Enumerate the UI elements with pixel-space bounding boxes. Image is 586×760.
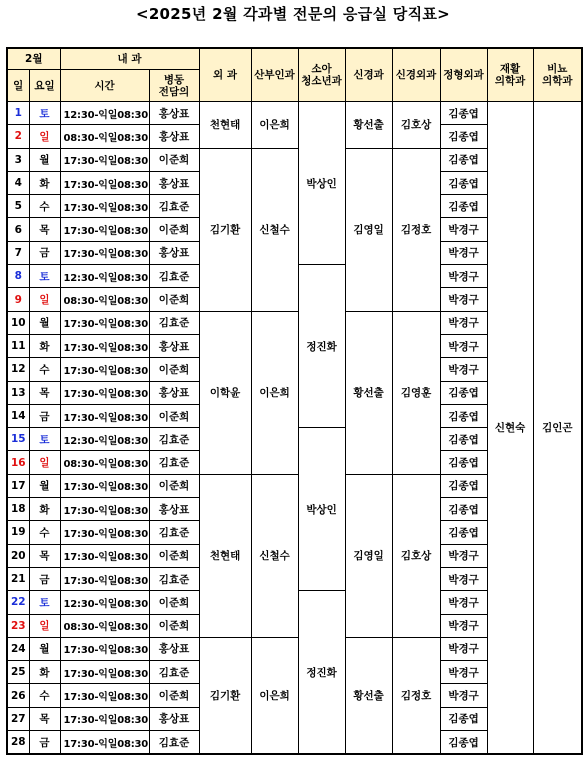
obgyn-doctor-cell: 이은희 [251, 637, 298, 754]
orthopedics-doctor-cell: 박경구 [440, 334, 487, 357]
weekday-cell: 월 [29, 637, 60, 660]
header-neurosurgery: 신경외과 [392, 48, 440, 102]
orthopedics-doctor-cell: 김종엽 [440, 498, 487, 521]
ward-doctor-cell: 홍상표 [149, 171, 199, 194]
ward-doctor-cell: 김효준 [149, 451, 199, 474]
ward-doctor-cell: 이준희 [149, 218, 199, 241]
time-cell: 17:30-익일08:30 [60, 637, 149, 660]
ward-doctor-cell: 이준희 [149, 684, 199, 707]
ward-doctor-cell: 홍상표 [149, 334, 199, 357]
time-cell: 08:30-익일08:30 [60, 451, 149, 474]
header-obgyn: 산부인과 [251, 48, 298, 102]
day-cell: 1 [7, 102, 29, 125]
neuro-doctor-cell: 황선출 [345, 637, 392, 754]
time-cell: 17:30-익일08:30 [60, 381, 149, 404]
orthopedics-doctor-cell: 박경구 [440, 591, 487, 614]
time-cell: 08:30-익일08:30 [60, 614, 149, 637]
ward-doctor-cell: 홍상표 [149, 102, 199, 125]
weekday-cell: 목 [29, 381, 60, 404]
urology-doctor-cell: 김인곤 [533, 102, 582, 755]
day-cell: 17 [7, 474, 29, 497]
time-cell: 17:30-익일08:30 [60, 474, 149, 497]
surgery-doctor-cell: 김기환 [199, 148, 251, 311]
orthopedics-doctor-cell: 김종엽 [440, 404, 487, 427]
obgyn-doctor-cell: 신철수 [251, 474, 298, 637]
orthopedics-doctor-cell: 김종엽 [440, 125, 487, 148]
table-header [7, 48, 582, 102]
day-cell: 15 [7, 428, 29, 451]
orthopedics-doctor-cell: 박경구 [440, 358, 487, 381]
time-cell: 12:30-익일08:30 [60, 265, 149, 288]
weekday-cell: 목 [29, 218, 60, 241]
neurosurg-doctor-cell: 김영훈 [392, 311, 440, 474]
weekday-cell: 토 [29, 591, 60, 614]
orthopedics-doctor-cell: 박경구 [440, 265, 487, 288]
time-cell: 17:30-익일08:30 [60, 661, 149, 684]
day-cell: 13 [7, 381, 29, 404]
neurosurg-doctor-cell: 김호상 [392, 102, 440, 149]
day-cell: 22 [7, 591, 29, 614]
orthopedics-doctor-cell: 김종엽 [440, 171, 487, 194]
time-cell: 17:30-익일08:30 [60, 707, 149, 730]
day-cell: 20 [7, 544, 29, 567]
time-cell: 17:30-익일08:30 [60, 358, 149, 381]
header-time: 시간 [60, 70, 149, 102]
header-pediatrics-line1: 소아 [311, 63, 332, 75]
neurosurg-doctor-cell: 김정호 [392, 148, 440, 311]
day-cell: 25 [7, 661, 29, 684]
orthopedics-doctor-cell: 김종엽 [440, 195, 487, 218]
ward-doctor-cell: 이준희 [149, 404, 199, 427]
header-ward-line1: 병동 [163, 73, 185, 86]
weekday-cell: 토 [29, 102, 60, 125]
obgyn-doctor-cell: 이은희 [251, 102, 298, 149]
ward-doctor-cell: 김효준 [149, 311, 199, 334]
orthopedics-doctor-cell: 김종엽 [440, 474, 487, 497]
header-urology-line1: 비뇨 [547, 63, 568, 75]
time-cell: 17:30-익일08:30 [60, 218, 149, 241]
ward-doctor-cell: 홍상표 [149, 707, 199, 730]
day-cell: 9 [7, 288, 29, 311]
header-pediatrics [298, 48, 345, 102]
orthopedics-doctor-cell: 김종엽 [440, 102, 487, 125]
peds-doctor-cell: 박상인 [298, 428, 345, 591]
header-neurology: 신경과 [345, 48, 392, 102]
ward-doctor-cell: 김효준 [149, 567, 199, 590]
header-ward-line2: 전담의 [158, 85, 190, 98]
surgery-doctor-cell: 김기환 [199, 637, 251, 754]
day-cell: 28 [7, 731, 29, 755]
time-cell: 08:30-익일08:30 [60, 125, 149, 148]
header-pediatrics-line2: 청소년과 [301, 75, 342, 87]
surgery-doctor-cell: 천현태 [199, 102, 251, 149]
time-cell: 12:30-익일08:30 [60, 591, 149, 614]
day-cell: 10 [7, 311, 29, 334]
time-cell: 17:30-익일08:30 [60, 404, 149, 427]
weekday-cell: 일 [29, 288, 60, 311]
day-cell: 26 [7, 684, 29, 707]
weekday-cell: 수 [29, 521, 60, 544]
neuro-doctor-cell: 김영일 [345, 474, 392, 637]
time-cell: 17:30-익일08:30 [60, 241, 149, 264]
day-cell: 23 [7, 614, 29, 637]
time-cell: 17:30-익일08:30 [60, 148, 149, 171]
ward-doctor-cell: 김효준 [149, 731, 199, 755]
time-cell: 08:30-익일08:30 [60, 288, 149, 311]
header-orthopedics: 정형외과 [440, 48, 487, 102]
orthopedics-doctor-cell: 박경구 [440, 684, 487, 707]
day-cell: 14 [7, 404, 29, 427]
surgery-doctor-cell: 이학윤 [199, 311, 251, 474]
weekday-cell: 토 [29, 265, 60, 288]
time-cell: 17:30-익일08:30 [60, 498, 149, 521]
orthopedics-doctor-cell: 김종엽 [440, 731, 487, 755]
orthopedics-doctor-cell: 박경구 [440, 661, 487, 684]
ward-doctor-cell: 김효준 [149, 661, 199, 684]
neuro-doctor-cell: 김영일 [345, 148, 392, 311]
day-cell: 16 [7, 451, 29, 474]
page-title: <2025년 2월 각과별 전문의 응급실 당직표> [135, 5, 451, 23]
ward-doctor-cell: 홍상표 [149, 241, 199, 264]
time-cell: 17:30-익일08:30 [60, 567, 149, 590]
header-dow: 요일 [29, 70, 60, 102]
weekday-cell: 일 [29, 125, 60, 148]
neuro-doctor-cell: 황선출 [345, 102, 392, 149]
day-cell: 21 [7, 567, 29, 590]
ward-doctor-cell: 김효준 [149, 428, 199, 451]
obgyn-doctor-cell: 이은희 [251, 311, 298, 474]
day-cell: 3 [7, 148, 29, 171]
header-month: 2월 [7, 48, 60, 70]
ward-doctor-cell: 이준희 [149, 474, 199, 497]
weekday-cell: 금 [29, 404, 60, 427]
day-cell: 18 [7, 498, 29, 521]
header-urology-line2: 의학과 [542, 75, 573, 87]
obgyn-doctor-cell: 신철수 [251, 148, 298, 311]
weekday-cell: 일 [29, 614, 60, 637]
time-cell: 12:30-익일08:30 [60, 428, 149, 451]
weekday-cell: 목 [29, 544, 60, 567]
table-row [7, 102, 582, 125]
weekday-cell: 화 [29, 498, 60, 521]
ward-doctor-cell: 이준희 [149, 614, 199, 637]
day-cell: 27 [7, 707, 29, 730]
day-cell: 4 [7, 171, 29, 194]
time-cell: 17:30-익일08:30 [60, 311, 149, 334]
header-ward [149, 70, 199, 102]
table-body [7, 102, 582, 755]
time-cell: 17:30-익일08:30 [60, 334, 149, 357]
ward-doctor-cell: 이준희 [149, 591, 199, 614]
weekday-cell: 금 [29, 241, 60, 264]
day-cell: 24 [7, 637, 29, 660]
header-rehab [487, 48, 533, 102]
time-cell: 17:30-익일08:30 [60, 171, 149, 194]
ward-doctor-cell: 김효준 [149, 521, 199, 544]
time-cell: 17:30-익일08:30 [60, 684, 149, 707]
orthopedics-doctor-cell: 박경구 [440, 614, 487, 637]
peds-doctor-cell: 정진화 [298, 591, 345, 755]
day-cell: 7 [7, 241, 29, 264]
orthopedics-doctor-cell: 박경구 [440, 567, 487, 590]
orthopedics-doctor-cell: 박경구 [440, 288, 487, 311]
day-cell: 11 [7, 334, 29, 357]
orthopedics-doctor-cell: 김종엽 [440, 381, 487, 404]
ward-doctor-cell: 이준희 [149, 358, 199, 381]
weekday-cell: 월 [29, 474, 60, 497]
orthopedics-doctor-cell: 김종엽 [440, 707, 487, 730]
day-cell: 5 [7, 195, 29, 218]
weekday-cell: 수 [29, 195, 60, 218]
header-surgery: 외 과 [199, 48, 251, 102]
weekday-cell: 금 [29, 731, 60, 755]
neurosurg-doctor-cell: 김정호 [392, 637, 440, 754]
time-cell: 17:30-익일08:30 [60, 731, 149, 755]
header-internal-medicine: 내 과 [60, 48, 199, 70]
ward-doctor-cell: 홍상표 [149, 498, 199, 521]
header-rehab-line2: 의학과 [494, 75, 526, 87]
weekday-cell: 수 [29, 684, 60, 707]
orthopedics-doctor-cell: 박경구 [440, 311, 487, 334]
surgery-doctor-cell: 천현태 [199, 474, 251, 637]
weekday-cell: 수 [29, 358, 60, 381]
orthopedics-doctor-cell: 박경구 [440, 637, 487, 660]
rehab-doctor-cell: 신현숙 [487, 102, 533, 755]
ward-doctor-cell: 홍상표 [149, 637, 199, 660]
orthopedics-doctor-cell: 박경구 [440, 218, 487, 241]
ward-doctor-cell: 이준희 [149, 544, 199, 567]
weekday-cell: 금 [29, 567, 60, 590]
ward-doctor-cell: 이준희 [149, 288, 199, 311]
header-rehab-line1: 재활 [499, 63, 521, 75]
time-cell: 17:30-익일08:30 [60, 195, 149, 218]
orthopedics-doctor-cell: 김종엽 [440, 521, 487, 544]
ward-doctor-cell: 홍상표 [149, 381, 199, 404]
orthopedics-doctor-cell: 김종엽 [440, 148, 487, 171]
orthopedics-doctor-cell: 김종엽 [440, 451, 487, 474]
day-cell: 2 [7, 125, 29, 148]
ward-doctor-cell: 김효준 [149, 265, 199, 288]
weekday-cell: 월 [29, 148, 60, 171]
orthopedics-doctor-cell: 박경구 [440, 241, 487, 264]
weekday-cell: 목 [29, 707, 60, 730]
peds-doctor-cell: 정진화 [298, 265, 345, 428]
day-cell: 19 [7, 521, 29, 544]
weekday-cell: 화 [29, 661, 60, 684]
duty-roster-table [6, 47, 583, 755]
ward-doctor-cell: 이준희 [149, 148, 199, 171]
time-cell: 17:30-익일08:30 [60, 521, 149, 544]
weekday-cell: 화 [29, 171, 60, 194]
ward-doctor-cell: 김효준 [149, 195, 199, 218]
time-cell: 17:30-익일08:30 [60, 544, 149, 567]
header-day: 일 [7, 70, 29, 102]
weekday-cell: 월 [29, 311, 60, 334]
peds-doctor-cell: 박상인 [298, 102, 345, 265]
weekday-cell: 일 [29, 451, 60, 474]
weekday-cell: 화 [29, 334, 60, 357]
time-cell: 12:30-익일08:30 [60, 102, 149, 125]
day-cell: 8 [7, 265, 29, 288]
ward-doctor-cell: 홍상표 [149, 125, 199, 148]
orthopedics-doctor-cell: 김종엽 [440, 428, 487, 451]
day-cell: 6 [7, 218, 29, 241]
header-urology [533, 48, 582, 102]
day-cell: 12 [7, 358, 29, 381]
neurosurg-doctor-cell: 김호상 [392, 474, 440, 637]
orthopedics-doctor-cell: 박경구 [440, 544, 487, 567]
neuro-doctor-cell: 황선출 [345, 311, 392, 474]
weekday-cell: 토 [29, 428, 60, 451]
